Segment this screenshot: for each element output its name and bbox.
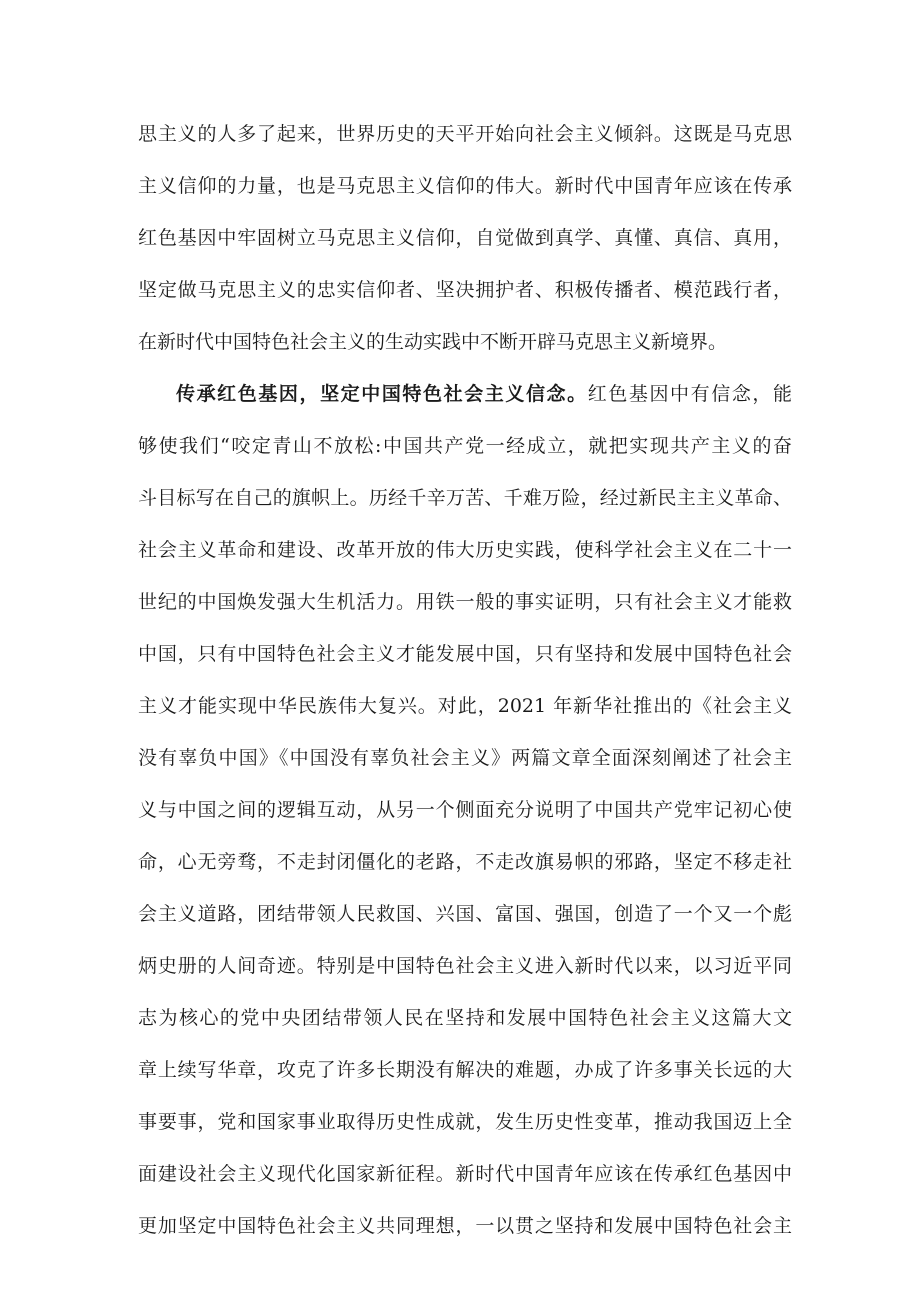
paragraph-line: 思主义的人多了起来，世界历史的天平开始向社会主义倾斜。这既是马克思 [138,123,792,145]
paragraph-line: 社会主义革命和建设、改革开放的伟大历史实践，使科学社会主义在二十一 [138,539,792,561]
paragraph-line: 志为核心的党中央团结带领人民在坚持和发展中国特色社会主义这篇大文 [138,1007,792,1029]
paragraph-line: 章上续写华章，攻克了许多长期没有解决的难题，办成了许多事关长远的大 [138,1059,792,1081]
paragraph-line: 义与中国之间的逻辑互动，从另一个侧面充分说明了中国共产党牢记初心使 [138,799,792,821]
paragraph-socialist-belief [138,368,792,1252]
paragraph-line: 坚定做马克思主义的忠实信仰者、坚决拥护者、积极传播者、模范践行者， [138,279,792,301]
paragraph-line: 命，心无旁骛，不走封闭僵化的老路，不走改旗易帜的邪路，坚定不移走社 [138,851,792,873]
paragraph-line: 事要事，党和国家事业取得历史性成就，发生历史性变革，推动我国迈上全 [138,1111,792,1133]
paragraph-heading: 传承红色基因，坚定中国特色社会主义信念。 [176,383,588,405]
paragraph-first-line-text: 红色基因中有信念，能 [587,383,792,405]
paragraph-line: 更加坚定中国特色社会主义共同理想，一以贯之坚持和发展中国特色社会主 [138,1215,792,1237]
paragraph-line: 面建设社会主义现代化国家新征程。新时代中国青年应该在传承红色基因中 [138,1163,792,1185]
paragraph-line: 斗目标写在自己的旗帜上。历经千辛万苦、千难万险，经过新民主主义革命、 [138,487,792,509]
paragraph-line: 没有辜负中国》《中国没有辜负社会主义》两篇文章全面深刻阐述了社会主 [138,747,792,769]
paragraph-line: 炳史册的人间奇迹。特别是中国特色社会主义进入新时代以来，以习近平同 [138,955,792,977]
paragraph-marxism-faith [138,108,792,368]
paragraph-line: 主义信仰的力量，也是马克思主义信仰的伟大。新时代中国青年应该在传承 [138,175,792,197]
paragraph-line: 红色基因中牢固树立马克思主义信仰，自觉做到真学、真懂、真信、真用， [138,227,792,249]
paragraph-line: 世纪的中国焕发强大生机活力。用铁一般的事实证明，只有社会主义才能救 [138,591,792,613]
paragraph-line: 中国，只有中国特色社会主义才能发展中国，只有坚持和发展中国特色社会 [138,643,792,665]
paragraph-line: 会主义道路，团结带领人民救国、兴国、富国、强国，创造了一个又一个彪 [138,903,792,925]
paragraph-first-line [138,368,792,420]
paragraph-line: 在新时代中国特色社会主义的生动实践中不断开辟马克思主义新境界。 [138,331,728,353]
paragraph-line: 够使我们“咬定青山不放松:中国共产党一经成立，就把实现共产主义的奋 [138,435,792,457]
paragraph-line: 主义才能实现中华民族伟大复兴。对此，2021 年新华社推出的《社会主义 [138,695,792,717]
